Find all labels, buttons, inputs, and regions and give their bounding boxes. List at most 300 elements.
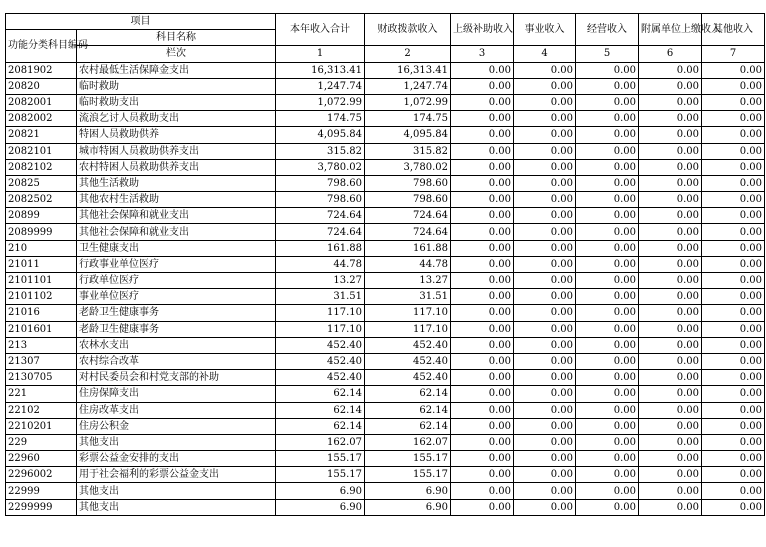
subject-name: 流浪乞讨人员救助支出 <box>77 111 276 127</box>
amount-cell: 452.40 <box>365 370 451 386</box>
amount-cell: 0.00 <box>702 353 765 369</box>
subject-name: 住房改革支出 <box>77 402 276 418</box>
amount-cell: 0.00 <box>451 402 514 418</box>
amount-cell: 0.00 <box>451 273 514 289</box>
amount-cell: 62.14 <box>365 402 451 418</box>
amount-cell: 0.00 <box>576 175 639 191</box>
amount-cell: 0.00 <box>702 111 765 127</box>
amount-cell: 6.90 <box>365 483 451 499</box>
amount-cell: 0.00 <box>514 256 576 272</box>
amount-cell: 0.00 <box>702 451 765 467</box>
amount-cell: 0.00 <box>576 256 639 272</box>
amount-cell: 31.51 <box>365 289 451 305</box>
amount-cell: 4,095.84 <box>365 127 451 143</box>
subject-code: 210 <box>6 240 77 256</box>
table-row <box>6 192 765 208</box>
amount-cell: 0.00 <box>576 111 639 127</box>
amount-cell: 44.78 <box>276 256 365 272</box>
amount-cell: 0.00 <box>451 451 514 467</box>
amount-cell: 0.00 <box>702 402 765 418</box>
amount-cell: 798.60 <box>365 175 451 191</box>
table-row <box>6 256 765 272</box>
subject-name: 其他支出 <box>77 483 276 499</box>
amount-cell: 0.00 <box>451 224 514 240</box>
amount-cell: 315.82 <box>276 143 365 159</box>
subject-code: 2082101 <box>6 143 77 159</box>
amount-cell: 0.00 <box>451 208 514 224</box>
amount-cell: 0.00 <box>514 451 576 467</box>
table-row <box>6 224 765 240</box>
header-col-number: 6 <box>639 46 702 62</box>
amount-cell: 13.27 <box>365 273 451 289</box>
amount-cell: 161.88 <box>365 240 451 256</box>
subject-name: 其他社会保障和就业支出 <box>77 224 276 240</box>
amount-cell: 0.00 <box>639 499 702 515</box>
header-col-number: 1 <box>276 46 365 62</box>
subject-name: 彩票公益金安排的支出 <box>77 451 276 467</box>
amount-cell: 0.00 <box>576 240 639 256</box>
subject-code: 2101601 <box>6 321 77 337</box>
amount-cell: 0.00 <box>514 273 576 289</box>
table-row <box>6 127 765 143</box>
amount-cell: 724.64 <box>276 224 365 240</box>
amount-cell: 0.00 <box>702 434 765 450</box>
table-row <box>6 240 765 256</box>
amount-cell: 452.40 <box>276 370 365 386</box>
amount-cell: 62.14 <box>276 418 365 434</box>
amount-cell: 0.00 <box>514 175 576 191</box>
amount-cell: 0.00 <box>639 467 702 483</box>
amount-cell: 0.00 <box>576 402 639 418</box>
amount-cell: 0.00 <box>451 434 514 450</box>
amount-cell: 4,095.84 <box>276 127 365 143</box>
subject-name: 行政单位医疗 <box>77 273 276 289</box>
amount-cell: 0.00 <box>576 94 639 110</box>
subject-name: 老龄卫生健康事务 <box>77 305 276 321</box>
amount-cell: 0.00 <box>702 418 765 434</box>
amount-cell: 0.00 <box>514 402 576 418</box>
amount-cell: 724.64 <box>276 208 365 224</box>
amount-cell: 0.00 <box>702 305 765 321</box>
subject-name: 农林水支出 <box>77 337 276 353</box>
table-row <box>6 62 765 78</box>
amount-cell: 0.00 <box>639 224 702 240</box>
subject-name: 特困人员救助供养 <box>77 127 276 143</box>
subject-name: 其他社会保障和就业支出 <box>77 208 276 224</box>
amount-cell: 0.00 <box>451 386 514 402</box>
amount-cell: 0.00 <box>702 483 765 499</box>
subject-code: 2101102 <box>6 289 77 305</box>
table-row <box>6 143 765 159</box>
amount-cell: 0.00 <box>702 499 765 515</box>
amount-cell: 0.00 <box>514 386 576 402</box>
amount-cell: 0.00 <box>451 499 514 515</box>
amount-cell: 0.00 <box>639 159 702 175</box>
table-row <box>6 289 765 305</box>
amount-cell: 0.00 <box>702 467 765 483</box>
amount-cell: 31.51 <box>276 289 365 305</box>
amount-cell: 0.00 <box>702 159 765 175</box>
amount-cell: 117.10 <box>365 305 451 321</box>
subject-code: 2082102 <box>6 159 77 175</box>
amount-cell: 0.00 <box>514 224 576 240</box>
header-name: 科目名称 <box>77 30 276 46</box>
amount-cell: 0.00 <box>702 78 765 94</box>
subject-code: 20821 <box>6 127 77 143</box>
amount-cell: 0.00 <box>576 321 639 337</box>
amount-cell: 1,072.99 <box>276 94 365 110</box>
amount-cell: 0.00 <box>451 353 514 369</box>
amount-cell: 1,247.74 <box>276 78 365 94</box>
amount-cell: 0.00 <box>514 370 576 386</box>
amount-cell: 0.00 <box>451 483 514 499</box>
amount-cell: 162.07 <box>365 434 451 450</box>
header-col-affiliated: 附属单位上缴收入 <box>639 14 702 46</box>
amount-cell: 0.00 <box>639 386 702 402</box>
amount-cell: 0.00 <box>576 337 639 353</box>
amount-cell: 0.00 <box>639 418 702 434</box>
subject-name: 事业单位医疗 <box>77 289 276 305</box>
subject-name: 其他支出 <box>77 499 276 515</box>
amount-cell: 798.60 <box>276 175 365 191</box>
amount-cell: 0.00 <box>639 305 702 321</box>
table-row <box>6 434 765 450</box>
amount-cell: 0.00 <box>514 127 576 143</box>
subject-name: 其他支出 <box>77 434 276 450</box>
amount-cell: 0.00 <box>639 127 702 143</box>
amount-cell: 0.00 <box>576 289 639 305</box>
subject-code: 2299999 <box>6 499 77 515</box>
amount-cell: 0.00 <box>514 321 576 337</box>
amount-cell: 0.00 <box>576 159 639 175</box>
amount-cell: 0.00 <box>702 224 765 240</box>
table-row <box>6 451 765 467</box>
amount-cell: 0.00 <box>576 62 639 78</box>
subject-name: 临时救助 <box>77 78 276 94</box>
amount-cell: 0.00 <box>639 483 702 499</box>
subject-code: 2082001 <box>6 94 77 110</box>
amount-cell: 0.00 <box>514 467 576 483</box>
amount-cell: 0.00 <box>514 62 576 78</box>
amount-cell: 0.00 <box>639 434 702 450</box>
table-row <box>6 467 765 483</box>
subject-name: 老龄卫生健康事务 <box>77 321 276 337</box>
amount-cell: 0.00 <box>514 240 576 256</box>
amount-cell: 1,072.99 <box>365 94 451 110</box>
amount-cell: 0.00 <box>514 208 576 224</box>
table-row <box>6 273 765 289</box>
subject-code: 21011 <box>6 256 77 272</box>
amount-cell: 0.00 <box>576 370 639 386</box>
subject-code: 22999 <box>6 483 77 499</box>
table-row <box>6 386 765 402</box>
amount-cell: 155.17 <box>365 467 451 483</box>
amount-cell: 0.00 <box>576 483 639 499</box>
amount-cell: 6.90 <box>276 499 365 515</box>
amount-cell: 0.00 <box>639 78 702 94</box>
header-col-other: 其他收入 <box>702 14 765 46</box>
amount-cell: 16,313.41 <box>276 62 365 78</box>
subject-code: 20820 <box>6 78 77 94</box>
amount-cell: 0.00 <box>702 62 765 78</box>
amount-cell: 0.00 <box>514 94 576 110</box>
amount-cell: 6.90 <box>365 499 451 515</box>
header-col-fiscal: 财政拨款收入 <box>365 14 451 46</box>
subject-name: 农村特困人员救助供养支出 <box>77 159 276 175</box>
amount-cell: 0.00 <box>639 353 702 369</box>
amount-cell: 0.00 <box>639 94 702 110</box>
table-row <box>6 305 765 321</box>
amount-cell: 0.00 <box>514 192 576 208</box>
amount-cell: 0.00 <box>702 337 765 353</box>
subject-code: 21307 <box>6 353 77 369</box>
amount-cell: 0.00 <box>702 240 765 256</box>
amount-cell: 0.00 <box>639 111 702 127</box>
amount-cell: 0.00 <box>451 78 514 94</box>
amount-cell: 155.17 <box>276 451 365 467</box>
table-row <box>6 159 765 175</box>
amount-cell: 0.00 <box>702 127 765 143</box>
subject-code: 221 <box>6 386 77 402</box>
amount-cell: 0.00 <box>451 62 514 78</box>
amount-cell: 0.00 <box>639 175 702 191</box>
subject-code: 2210201 <box>6 418 77 434</box>
amount-cell: 0.00 <box>514 111 576 127</box>
amount-cell: 62.14 <box>276 386 365 402</box>
amount-cell: 0.00 <box>576 305 639 321</box>
amount-cell: 0.00 <box>514 337 576 353</box>
amount-cell: 0.00 <box>576 192 639 208</box>
amount-cell: 0.00 <box>451 305 514 321</box>
subject-name: 城市特困人员救助供养支出 <box>77 143 276 159</box>
amount-cell: 0.00 <box>451 467 514 483</box>
amount-cell: 0.00 <box>639 451 702 467</box>
amount-cell: 174.75 <box>365 111 451 127</box>
amount-cell: 0.00 <box>639 273 702 289</box>
subject-code: 2082002 <box>6 111 77 127</box>
subject-name: 临时救助支出 <box>77 94 276 110</box>
header-col-number: 4 <box>514 46 576 62</box>
amount-cell: 0.00 <box>451 418 514 434</box>
subject-code: 20899 <box>6 208 77 224</box>
amount-cell: 0.00 <box>702 273 765 289</box>
amount-cell: 724.64 <box>365 208 451 224</box>
amount-cell: 0.00 <box>639 256 702 272</box>
amount-cell: 62.14 <box>276 402 365 418</box>
subject-name: 农村最低生活保障金支出 <box>77 62 276 78</box>
table-row <box>6 94 765 110</box>
amount-cell: 0.00 <box>451 111 514 127</box>
amount-cell: 0.00 <box>451 175 514 191</box>
amount-cell: 0.00 <box>639 402 702 418</box>
amount-cell: 0.00 <box>576 208 639 224</box>
amount-cell: 0.00 <box>639 321 702 337</box>
amount-cell: 0.00 <box>702 386 765 402</box>
amount-cell: 117.10 <box>365 321 451 337</box>
amount-cell: 0.00 <box>576 434 639 450</box>
header-col-total: 本年收入合计 <box>276 14 365 46</box>
amount-cell: 0.00 <box>702 208 765 224</box>
amount-cell: 0.00 <box>576 353 639 369</box>
header-code: 功能分类科目编码 <box>6 30 77 62</box>
amount-cell: 0.00 <box>451 321 514 337</box>
amount-cell: 0.00 <box>702 192 765 208</box>
header-col-number: 7 <box>702 46 765 62</box>
amount-cell: 798.60 <box>276 192 365 208</box>
amount-cell: 0.00 <box>702 321 765 337</box>
amount-cell: 315.82 <box>365 143 451 159</box>
amount-cell: 0.00 <box>576 78 639 94</box>
header-col-number: 5 <box>576 46 639 62</box>
header-col-number: 2 <box>365 46 451 62</box>
table-row <box>6 337 765 353</box>
table-row <box>6 353 765 369</box>
amount-cell: 0.00 <box>702 94 765 110</box>
amount-cell: 0.00 <box>576 467 639 483</box>
amount-cell: 0.00 <box>639 143 702 159</box>
amount-cell: 0.00 <box>451 94 514 110</box>
subject-name: 卫生健康支出 <box>77 240 276 256</box>
table-row <box>6 402 765 418</box>
subject-code: 2082502 <box>6 192 77 208</box>
amount-cell: 0.00 <box>639 337 702 353</box>
amount-cell: 0.00 <box>514 353 576 369</box>
amount-cell: 0.00 <box>451 256 514 272</box>
amount-cell: 0.00 <box>451 240 514 256</box>
amount-cell: 0.00 <box>514 78 576 94</box>
amount-cell: 162.07 <box>276 434 365 450</box>
subject-name: 其他农村生活救助 <box>77 192 276 208</box>
amount-cell: 161.88 <box>276 240 365 256</box>
amount-cell: 0.00 <box>451 127 514 143</box>
amount-cell: 0.00 <box>514 483 576 499</box>
amount-cell: 0.00 <box>514 418 576 434</box>
subject-code: 2130705 <box>6 370 77 386</box>
amount-cell: 0.00 <box>451 370 514 386</box>
amount-cell: 0.00 <box>451 337 514 353</box>
table-row <box>6 418 765 434</box>
subject-name: 对村民委员会和村党支部的补助 <box>77 370 276 386</box>
table-row <box>6 78 765 94</box>
amount-cell: 62.14 <box>365 386 451 402</box>
subject-code: 2296002 <box>6 467 77 483</box>
table-row <box>6 483 765 499</box>
subject-name: 农村综合改革 <box>77 353 276 369</box>
header-col-superior-subsidy: 上级补助收入 <box>451 14 514 46</box>
amount-cell: 0.00 <box>639 192 702 208</box>
amount-cell: 155.17 <box>276 467 365 483</box>
amount-cell: 174.75 <box>276 111 365 127</box>
amount-cell: 452.40 <box>276 353 365 369</box>
amount-cell: 0.00 <box>702 175 765 191</box>
amount-cell: 3,780.02 <box>276 159 365 175</box>
amount-cell: 798.60 <box>365 192 451 208</box>
amount-cell: 0.00 <box>702 256 765 272</box>
subject-name: 住房保障支出 <box>77 386 276 402</box>
amount-cell: 16,313.41 <box>365 62 451 78</box>
subject-code: 2101101 <box>6 273 77 289</box>
amount-cell: 0.00 <box>451 143 514 159</box>
amount-cell: 0.00 <box>451 289 514 305</box>
amount-cell: 0.00 <box>451 159 514 175</box>
amount-cell: 0.00 <box>576 418 639 434</box>
amount-cell: 0.00 <box>576 499 639 515</box>
amount-cell: 0.00 <box>451 192 514 208</box>
amount-cell: 0.00 <box>639 370 702 386</box>
amount-cell: 0.00 <box>514 499 576 515</box>
amount-cell: 452.40 <box>276 337 365 353</box>
subject-code: 22960 <box>6 451 77 467</box>
subject-code: 20825 <box>6 175 77 191</box>
amount-cell: 44.78 <box>365 256 451 272</box>
amount-cell: 1,247.74 <box>365 78 451 94</box>
amount-cell: 0.00 <box>639 208 702 224</box>
amount-cell: 62.14 <box>365 418 451 434</box>
amount-cell: 0.00 <box>514 305 576 321</box>
amount-cell: 0.00 <box>576 386 639 402</box>
amount-cell: 0.00 <box>639 289 702 305</box>
amount-cell: 0.00 <box>576 127 639 143</box>
amount-cell: 0.00 <box>702 289 765 305</box>
amount-cell: 0.00 <box>576 224 639 240</box>
amount-cell: 0.00 <box>514 434 576 450</box>
subject-name: 用于社会福利的彩票公益金支出 <box>77 467 276 483</box>
amount-cell: 452.40 <box>365 353 451 369</box>
subject-code: 2089999 <box>6 224 77 240</box>
amount-cell: 117.10 <box>276 305 365 321</box>
subject-name: 其他生活救助 <box>77 175 276 191</box>
subject-name: 住房公积金 <box>77 418 276 434</box>
subject-code: 22102 <box>6 402 77 418</box>
header-row-index: 栏次 <box>77 46 276 62</box>
amount-cell: 3,780.02 <box>365 159 451 175</box>
amount-cell: 13.27 <box>276 273 365 289</box>
subject-code: 21016 <box>6 305 77 321</box>
amount-cell: 0.00 <box>639 62 702 78</box>
amount-cell: 0.00 <box>576 143 639 159</box>
amount-cell: 117.10 <box>276 321 365 337</box>
header-col-business: 事业收入 <box>514 14 576 46</box>
subject-name: 行政事业单位医疗 <box>77 256 276 272</box>
table-body <box>6 62 765 515</box>
table-row <box>6 111 765 127</box>
table-row <box>6 370 765 386</box>
subject-code: 213 <box>6 337 77 353</box>
subject-code: 229 <box>6 434 77 450</box>
amount-cell: 155.17 <box>365 451 451 467</box>
amount-cell: 6.90 <box>276 483 365 499</box>
header-col-operating: 经营收入 <box>576 14 639 46</box>
amount-cell: 0.00 <box>576 451 639 467</box>
amount-cell: 0.00 <box>702 370 765 386</box>
subject-code: 2081902 <box>6 62 77 78</box>
header-project: 项目 <box>6 14 276 30</box>
amount-cell: 0.00 <box>576 273 639 289</box>
amount-cell: 0.00 <box>702 143 765 159</box>
amount-cell: 0.00 <box>514 159 576 175</box>
budget-income-table <box>5 13 765 516</box>
amount-cell: 0.00 <box>514 289 576 305</box>
amount-cell: 724.64 <box>365 224 451 240</box>
amount-cell: 0.00 <box>514 143 576 159</box>
table-row <box>6 499 765 515</box>
amount-cell: 0.00 <box>639 240 702 256</box>
table-row <box>6 175 765 191</box>
table-row <box>6 208 765 224</box>
table-row <box>6 321 765 337</box>
amount-cell: 452.40 <box>365 337 451 353</box>
header-col-number: 3 <box>451 46 514 62</box>
